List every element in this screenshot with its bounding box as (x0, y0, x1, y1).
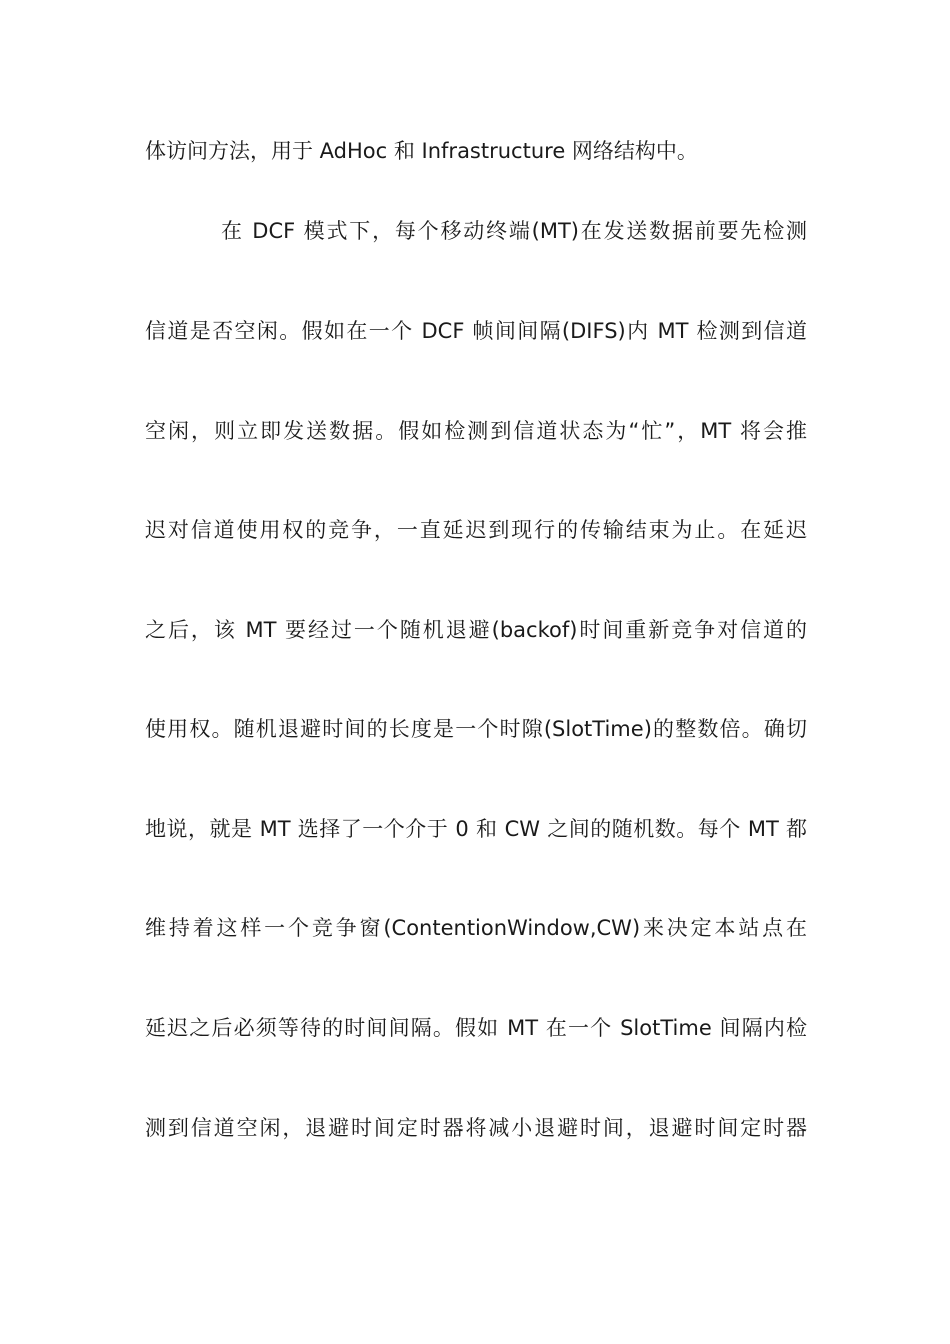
text-line-1: 体访问方法，用于 AdHoc 和 Infrastructure 网络结构中。 (145, 139, 698, 163)
text-line-5: 迟对信道使用权的竞争，一直延迟到现行的传输结束为止。在延迟 (145, 518, 807, 542)
text-line-3: 信道是否空闲。假如在一个 DCF 帧间间隔(DIFS)内 MT 检测到信道 (145, 319, 807, 343)
text-line-11: 测到信道空闲，退避时间定时器将减小退避时间，退避时间定时器 (145, 1116, 807, 1140)
text-line-9: 维持着这样一个竞争窗(ContentionWindow,CW)来决定本站点在 (145, 916, 807, 940)
text-line-4: 空闲，则立即发送数据。假如检测到信道状态为“忙”，MT 将会推 (145, 419, 807, 443)
text-line-8: 地说，就是 MT 选择了一个介于 0 和 CW 之间的随机数。每个 MT 都 (145, 817, 807, 841)
text-line-7: 使用权。随机退避时间的长度是一个时隙(SlotTime)的整数倍。确切 (145, 717, 807, 741)
text-line-10: 延迟之后必须等待的时间间隔。假如 MT 在一个 SlotTime 间隔内检 (145, 1016, 807, 1040)
text-line-2: 在 DCF 模式下，每个移动终端(MT)在发送数据前要先检测 (221, 219, 807, 243)
text-line-6: 之后，该 MT 要经过一个随机退避(backof)时间重新竞争对信道的 (145, 618, 807, 642)
